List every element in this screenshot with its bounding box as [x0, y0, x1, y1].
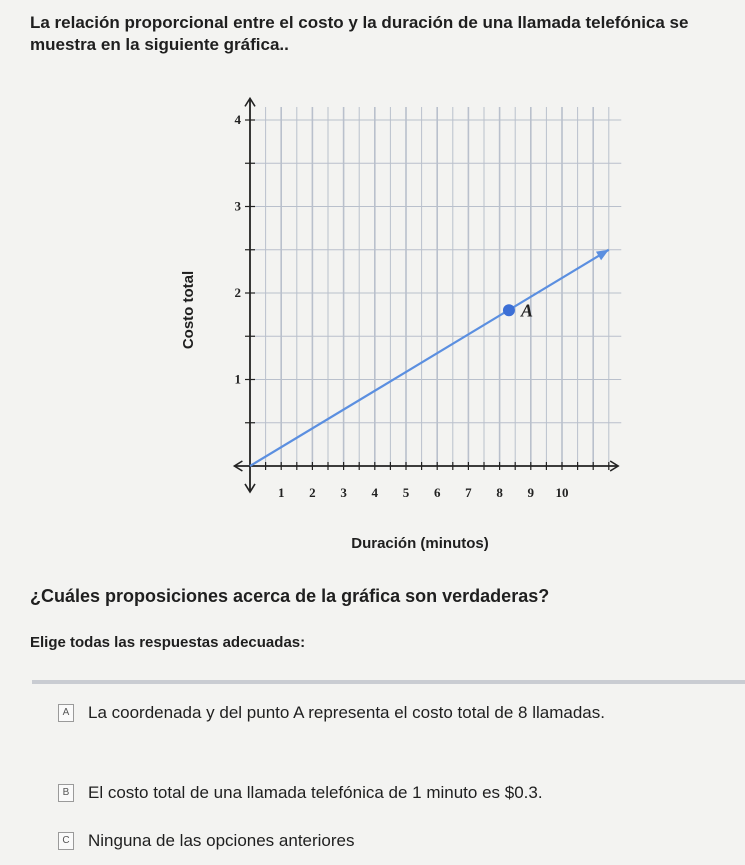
- x-tick-label: 9: [527, 485, 535, 500]
- problem-intro: La relación proporcional entre el costo y la duración de una llamada telefónica se muestra en la siguiente gráfica..: [30, 13, 689, 54]
- x-tick-label: 2: [309, 485, 316, 500]
- x-tick-label: 4: [371, 485, 379, 500]
- series-line: [250, 250, 609, 466]
- answer-option-c[interactable]: [58, 830, 698, 851]
- option-text-b: El costo total de una llamada telefónica de 1 minuto es $0.3.: [88, 783, 543, 802]
- point-a-marker: [503, 304, 515, 316]
- y-tick-label: 1: [234, 371, 241, 387]
- option-letter-a[interactable]: A: [58, 704, 74, 722]
- x-tick-label: 10: [555, 485, 569, 500]
- y-tick-label: 3: [234, 198, 241, 214]
- chart-series: [250, 250, 609, 466]
- series-arrowhead: [596, 250, 609, 260]
- question-text: ¿Cuáles proposiciones acerca de la gráfica son verdaderas?: [30, 586, 550, 606]
- option-letter-c[interactable]: C: [58, 832, 74, 850]
- chart-axes: [234, 98, 618, 492]
- answer-option-b[interactable]: [58, 782, 698, 803]
- option-letter-b[interactable]: B: [58, 784, 74, 802]
- instruction-text: Elige todas las respuestas adecuadas:: [30, 634, 306, 651]
- y-tick-label: 2: [234, 285, 241, 300]
- point-a-label: A: [520, 300, 533, 321]
- x-tick-label: 1: [277, 485, 285, 500]
- x-tick-label: 8: [496, 485, 503, 500]
- chart-grid: [250, 107, 621, 466]
- x-tick-label: 7: [465, 485, 472, 500]
- x-tick-label: 6: [433, 485, 441, 500]
- x-axis-label: Duración (minutos): [351, 535, 489, 552]
- x-tick-label: 5: [402, 485, 410, 500]
- option-text-c: Ninguna de las opciones anteriores: [88, 831, 355, 850]
- option-text-a: La coordenada y del punto A representa el costo total de 8 llamadas.: [88, 703, 605, 722]
- y-axis-label: Costo total: [180, 270, 197, 350]
- divider: [32, 680, 745, 684]
- x-tick-label: 3: [340, 485, 347, 500]
- answer-option-a[interactable]: [58, 702, 698, 723]
- y-tick-label: 4: [234, 112, 241, 127]
